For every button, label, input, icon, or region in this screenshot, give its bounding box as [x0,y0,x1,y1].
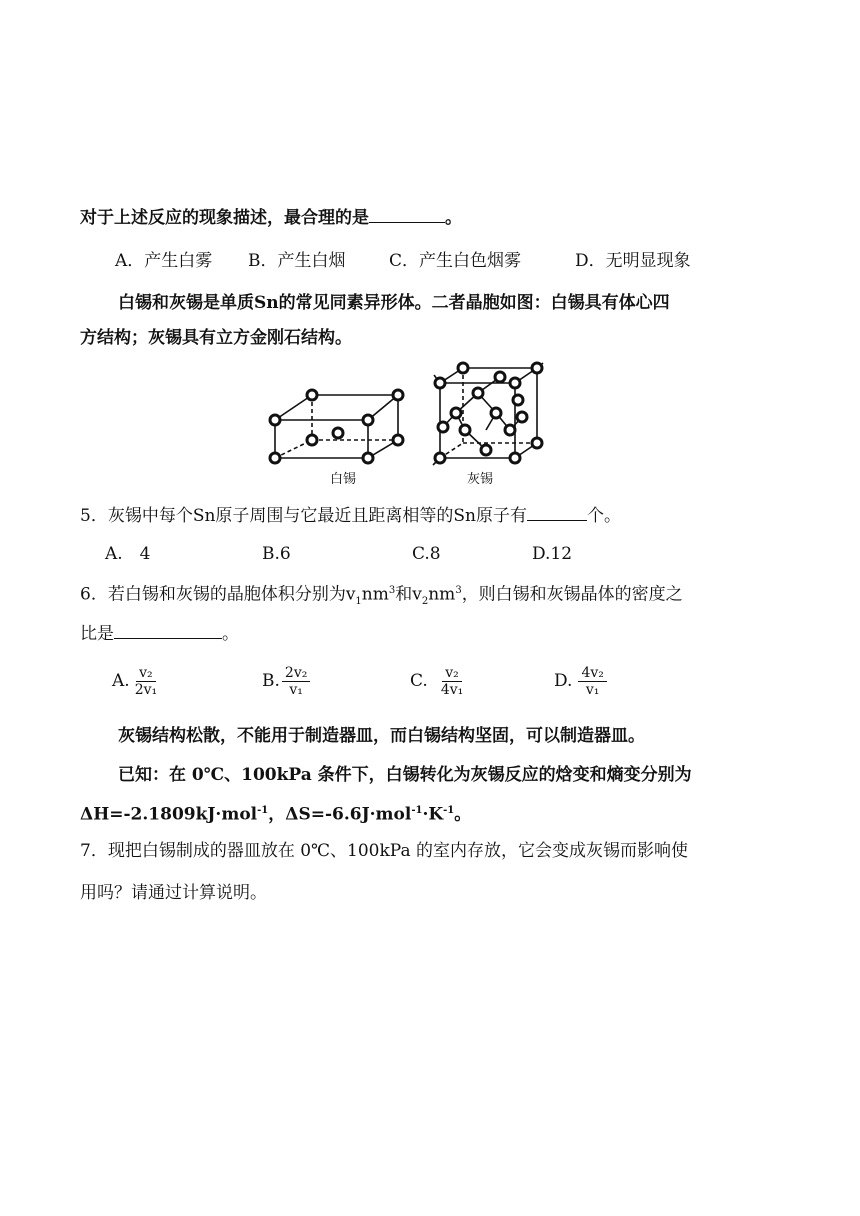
question-6-text-a: 6．若白锡和灰锡的晶胞体积分别为v [80,584,356,605]
denominator: v₁ [289,682,303,698]
question-7-line-2: 用吗？请通过计算说明。 [80,883,267,903]
note-end: 。 [454,804,472,825]
option-d: D.12 [532,544,573,564]
question-5-text: 5．灰锡中每个Sn原子周围与它最近且距离相等的Sn原子有 [80,506,528,526]
unit-1: nm [361,584,389,605]
white-tin-atoms [270,390,403,463]
unit-2: nm [428,584,456,605]
delta-s-text: ，ΔS=-6.6J·mol [268,804,412,825]
option-c: C.8 [412,544,441,564]
answer-blank [527,506,587,521]
numerator: 2v₂ [282,665,310,682]
note-line-3 [80,800,471,826]
question-prev-stem [80,207,462,229]
label-gray-tin: 灰锡 [467,472,494,487]
question-6-end: 。 [222,624,239,644]
question-7-line-1: 7．现把白锡制成的器皿放在 0℃、100kPa 的室内存放，它会变成灰锡而影响使 [80,841,689,861]
question-prev-text: 对于上述反应的现象描述，最合理的是 [80,208,369,228]
sub-1: 1 [355,596,362,608]
unit-k: ·K [422,804,444,825]
question-6-mid: 和v [395,584,422,605]
option-a: A. 4 [105,544,151,564]
crystal-cells-svg [260,355,560,490]
white-tin-cell [275,395,398,458]
option-a: A．产生白雾 [115,251,213,271]
option-b: B．产生白烟 [248,251,346,271]
option-letter: A. [112,671,130,691]
denominator: 2v₁ [134,682,158,698]
sup-1: 3 [388,585,396,596]
gray-tin-atoms [435,363,542,463]
sup-2: 3 [455,585,462,596]
denominator: 4v₁ [440,682,464,698]
option-b: B.6 [262,544,291,564]
intro-line-1: 白锡和灰锡是单质Sn的常见同素异形体。二者晶胞如图：白锡具有体心四 [118,293,670,313]
question-6-text-b: ，则白锡和灰锡晶体的密度之 [461,584,683,605]
option-b [262,665,310,698]
option-d [554,665,607,698]
option-letter: D. [554,671,573,691]
note-line-1: 灰锡结构松散，不能用于制造器皿，而白锡结构坚固，可以制造器皿。 [118,726,645,746]
numerator: 4v₂ [578,665,606,682]
question-6-line-2-text: 比是 [80,624,114,644]
fraction [578,665,606,698]
fraction [282,665,310,698]
intro-line-2: 方结构；灰锡具有立方金刚石结构。 [80,328,352,348]
fraction [438,665,466,698]
denominator: v₁ [585,682,600,698]
option-letter: B. [262,671,280,691]
question-prev-end: 。 [445,208,462,228]
fraction [132,665,160,698]
answer-blank [369,208,445,223]
answer-blank [114,624,222,639]
option-c: C．产生白色烟雾 [389,251,522,271]
question-6-stem-line-2 [80,623,239,645]
sup-3: -1 [443,805,455,816]
label-white-tin: 白锡 [330,472,357,487]
option-c [410,665,466,698]
question-5-stem [80,505,621,527]
numerator: v₂ [136,665,156,682]
note-line-2: 已知：在 0℃、100kPa 条件下，白锡转化为灰锡反应的焓变和熵变分别为 [118,765,692,785]
question-5-end: 个。 [587,506,622,526]
sup-1: -1 [257,805,269,816]
sub-2: 2 [421,596,429,608]
crystal-cell-figure [260,355,560,490]
question-6-stem-line-1 [80,580,683,613]
option-letter: C. [410,671,428,691]
delta-h-text: ΔH=-2.1809kJ·mol [80,804,258,825]
numerator: v₂ [442,665,462,682]
option-d: D．无明显现象 [575,251,691,271]
sup-2: -1 [411,805,423,816]
option-a [112,665,160,698]
